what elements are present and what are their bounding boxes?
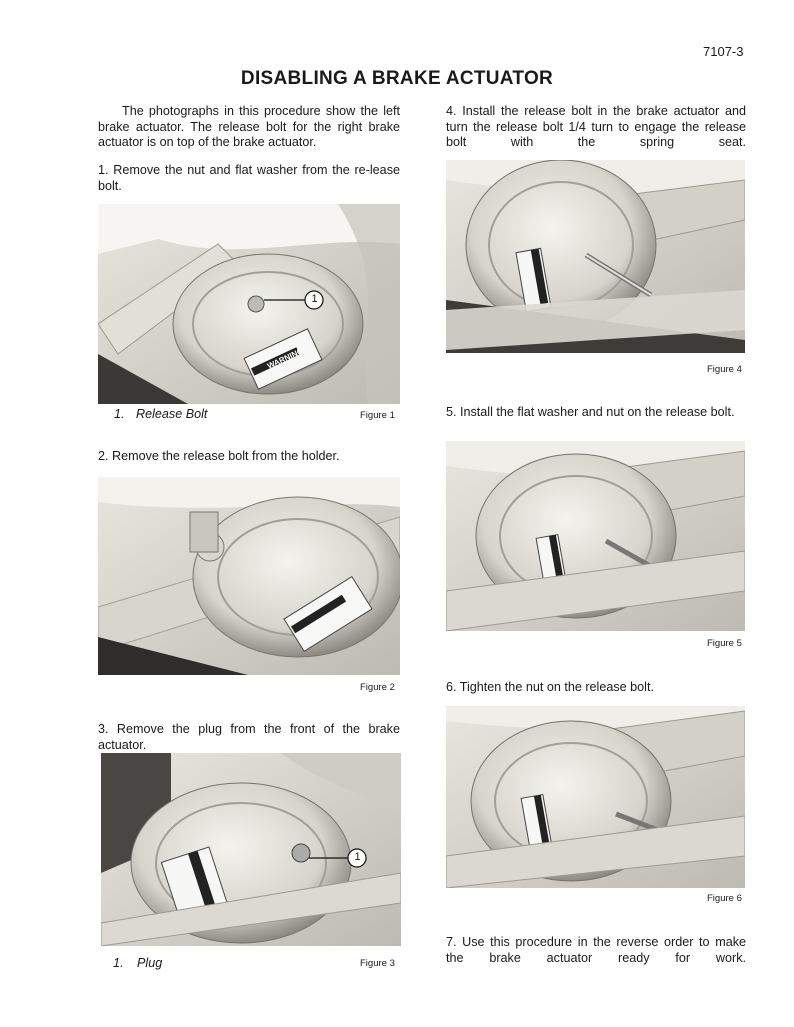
figure-5-photo: [446, 441, 745, 631]
figure-1-photo: [98, 204, 400, 404]
figure-5-label: Figure 5: [707, 638, 742, 649]
step-3-text: 3. Remove the plug from the front of the brake actuator.: [98, 722, 400, 752]
page-title: DISABLING A BRAKE ACTUATOR: [240, 68, 554, 89]
figure-3-label: Figure 3: [360, 958, 395, 969]
figure-1-label: Figure 1: [360, 410, 395, 421]
figure-4-label: Figure 4: [707, 364, 742, 375]
step-1-text: 1. Remove the nut and flat washer from the re-lease bolt.: [98, 163, 400, 193]
step-5-text: 5. Install the flat washer and nut on the release bolt.: [446, 405, 735, 419]
figure-3-caption-text: Plug: [137, 956, 163, 970]
figure-4-photo: [446, 160, 745, 353]
figure-2-label: Figure 2: [360, 682, 395, 693]
intro-paragraph: The photographs in this procedure show the left brake actuator. The release bolt for the right brake actuator is on top of the brake actuator.: [98, 104, 400, 150]
step-2-text: 2. Remove the release bolt from the holder.: [98, 449, 340, 463]
step-6-text: 6. Tighten the nut on the release bolt.: [446, 680, 654, 694]
warning-label-text: WARNING: [265, 346, 305, 371]
figure-3-caption-number: 1.: [113, 956, 124, 970]
figure-3-photo: [101, 753, 401, 946]
page-number: 7107-3: [703, 44, 744, 59]
figure-2-photo: [98, 477, 400, 675]
figure-6-label: Figure 6: [707, 893, 742, 904]
figure-6-photo: [446, 706, 745, 888]
step-7-text: 7. Use this procedure in the reverse order to make the brake actuator ready for work.: [446, 935, 746, 965]
figure-1-caption-number: 1.: [114, 407, 125, 421]
figure-1-caption-text: Release Bolt: [136, 407, 208, 421]
figure-3-callout-number: 1: [354, 851, 361, 863]
figure-1-callout-number: 1: [311, 293, 318, 305]
step-4-text: 4. Install the release bolt in the brake actuator and turn the release bolt 1/4 turn to engage the release bolt with the spring seat.: [446, 104, 746, 150]
